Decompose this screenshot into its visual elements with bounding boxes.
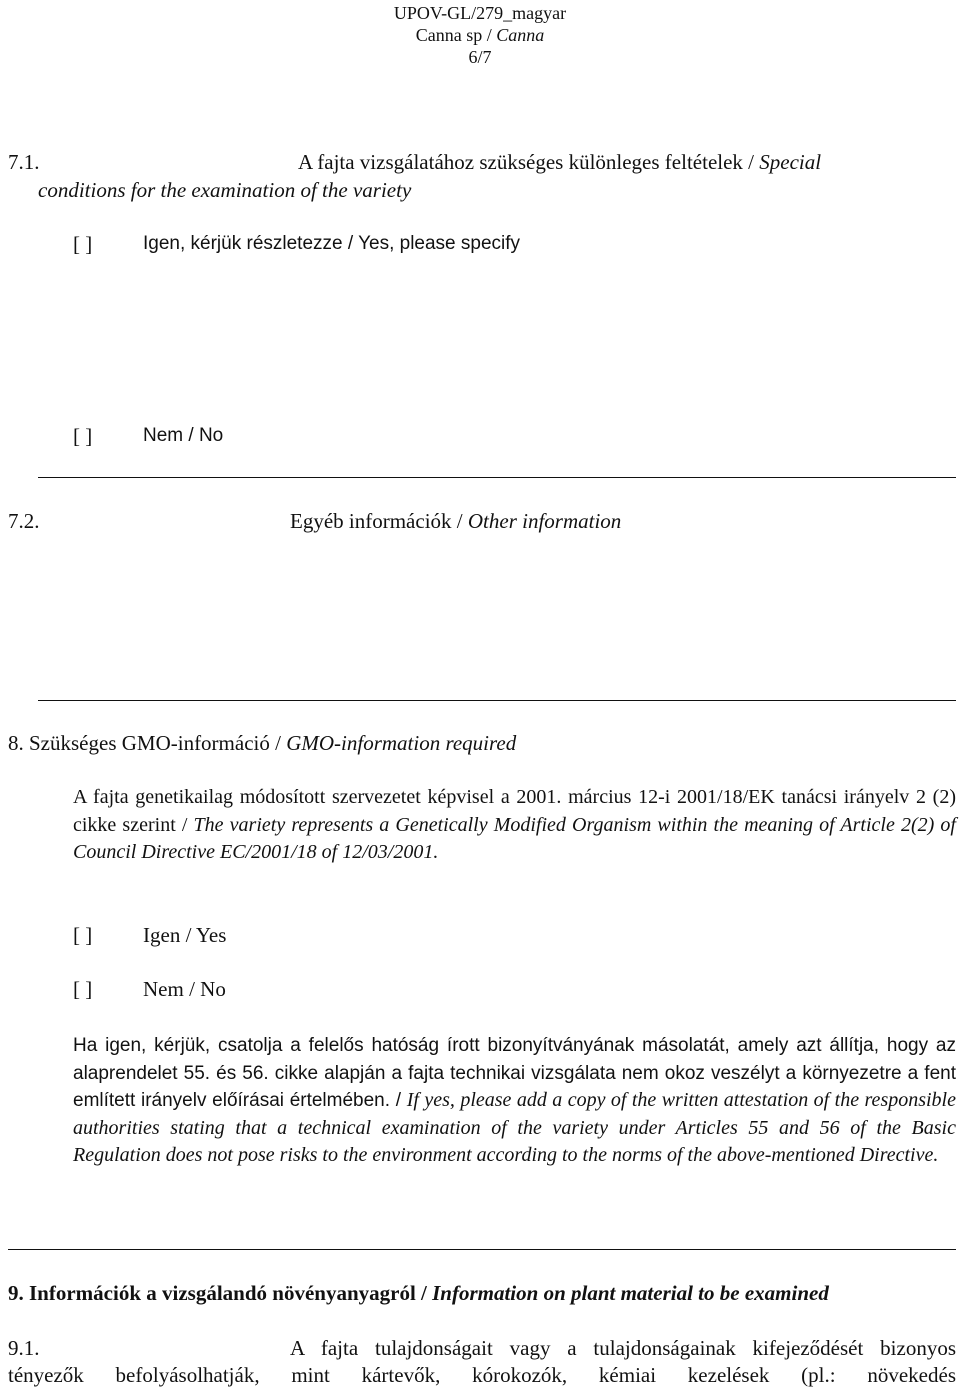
crop-name-italic: Canna <box>496 25 545 45</box>
section-8-paragraph-hu: A fajta genetikailag módosított szervezetet képvisel a 2001. március 12-i 2001/18/EK tanácsi irányelv 2 (2) cikke szerint / <box>73 786 956 836</box>
section-7-2-title-hu: Egyéb információk / <box>290 509 468 533</box>
section-8-note <box>73 1032 956 1170</box>
section-7-1-number: 7.1. <box>8 150 40 174</box>
section-7-1-title-hu: A fajta vizsgálatához szükséges különleges feltételek / <box>298 150 755 174</box>
section-9-1-number: 9.1. <box>8 1336 40 1360</box>
section-8-title-en: GMO-information required <box>286 731 517 755</box>
section-7-1-title-en-2: conditions for the examination of the variety <box>38 178 412 202</box>
section-8-note-en: If yes, please add a copy of the written attestation of the responsible authorities stating that a technical examination of the variety under Articles 55 and 56 of the Basic Regulation does not pose risks to the environment according to the norms of the above-mentioned Directive. <box>73 1089 956 1166</box>
divider <box>38 700 956 701</box>
section-8-paragraph-en: The variety represents a Genetically Modified Organism within the meaning of Article 2(2) of Council Directive EC/2001/18 of 12/03/2001. <box>73 813 956 863</box>
document-id: UPOV-GL/279_magyar <box>393 3 567 23</box>
section-9-1-line-2: tényezők befolyásolhatják, mint kártevők, kórokozók, kémiai kezelések (pl.: növekedés <box>8 1363 956 1387</box>
option-7-1-no-label: Nem / No <box>143 425 224 446</box>
section-7-1-title-cont <box>38 178 411 203</box>
checkbox-7-1-no[interactable]: [ ] <box>73 424 93 448</box>
section-8-note-hu: Ha igen, kérjük, csatolja a felelős hatóság írott bizonyítványának másolatát, amely azt állítja, hogy az alaprendelet 55. és 56. cikke alapján a fajta technikai vizsgálata nem okoz veszélyt a környezetre a fent említett irányelv előírásai értelmében. / <box>73 1035 956 1111</box>
divider <box>38 477 956 478</box>
section-9-title <box>8 1281 829 1306</box>
page-number: 6/7 <box>468 47 492 67</box>
section-7-2-number: 7.2. <box>8 509 40 533</box>
section-9-title-hu: 9. Információk a vizsgálandó növényanyagról / <box>8 1281 433 1305</box>
option-8-yes-label: Igen / Yes <box>143 923 227 947</box>
section-7-2-title <box>290 509 621 534</box>
crop-name-plain: Canna sp / <box>415 25 497 45</box>
section-7-1-title <box>298 150 821 175</box>
section-8-title-hu: 8. Szükséges GMO-információ / <box>8 731 287 755</box>
section-8-paragraph <box>73 784 956 867</box>
checkbox-7-1-yes[interactable]: [ ] <box>73 232 93 256</box>
crop-name <box>0 24 960 46</box>
checkbox-8-yes[interactable]: [ ] <box>73 923 93 947</box>
section-8-title <box>8 731 516 756</box>
section-9-1-line-1: A fajta tulajdonságait vagy a tulajdonságainak kifejeződését bizonyos <box>290 1336 956 1360</box>
option-7-1-yes-label: Igen, kérjük részletezze / Yes, please specify <box>143 233 521 254</box>
option-8-no-label: Nem / No <box>143 977 226 1001</box>
section-7-2-title-en: Other information <box>467 509 622 533</box>
checkbox-8-no[interactable]: [ ] <box>73 977 93 1001</box>
divider <box>8 1249 956 1250</box>
section-9-title-en: Information on plant material to be examined <box>432 1281 829 1305</box>
section-7-1-title-en-1: Special <box>759 150 822 174</box>
